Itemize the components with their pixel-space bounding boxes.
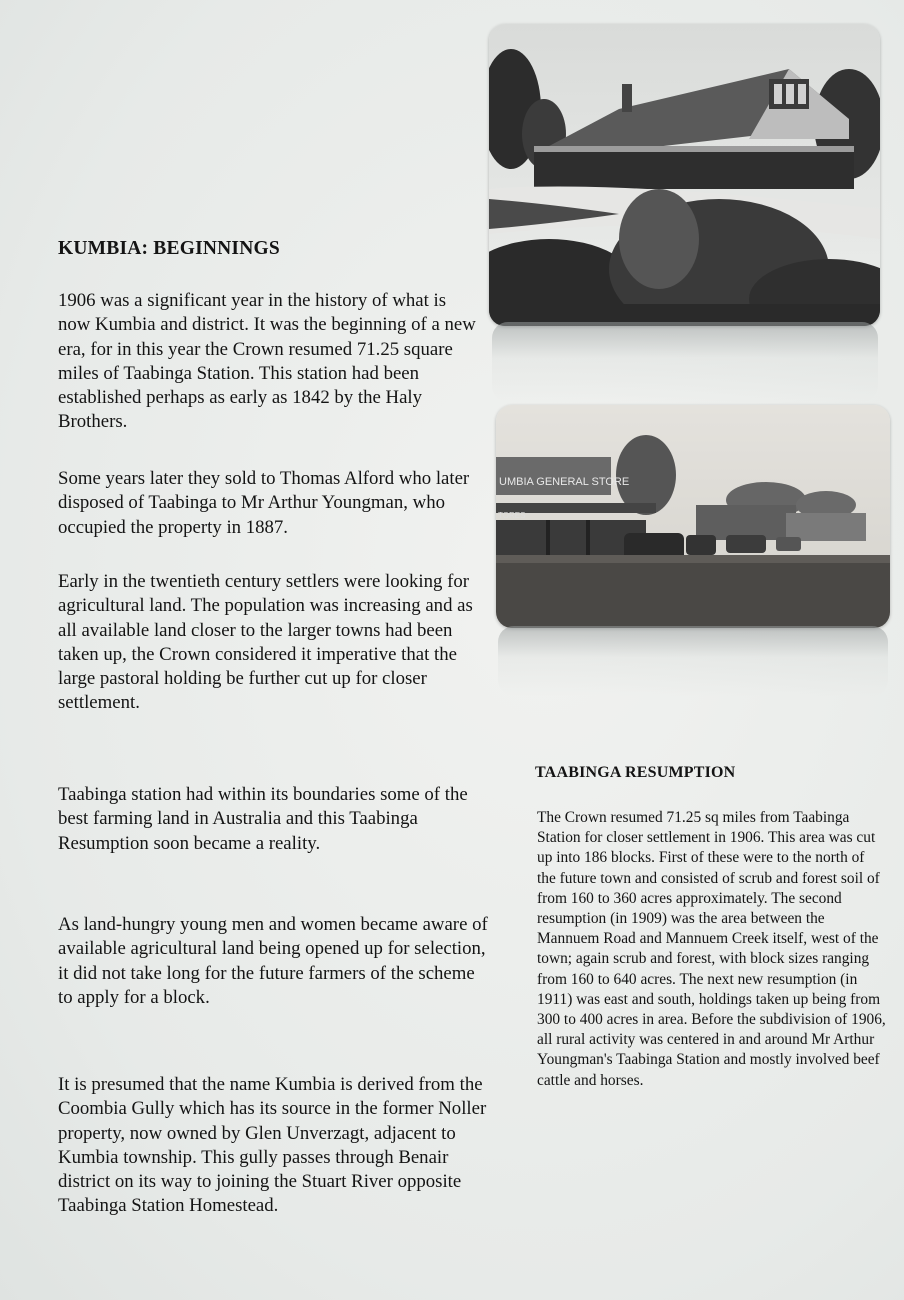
store-sign-text-2: TORES bbox=[498, 511, 526, 520]
side-paragraph: The Crown resumed 71.25 sq miles from Taabinga Station for closer settlement in 1906. This area was cut up into 186 blocks. First of these were to the north of the future town and consisted of scrub and forest soil of from 160 to 360 acres approximately. The second resumption (in 1909) was the area between the Mannuem Road and Mannuem Creek itself, west of the town; again scrub and forest, with block sizes ranging from 160 to 640 acres. The next new resumption (in 1911) was east and south, holdings taken up being from 300 to 400 acres in area. Before the subdivision of 1906, all rural activity was centered in and around Mr Arthur Youngman's Taabinga Station and mostly involved beef cattle and horses. bbox=[537, 809, 886, 1089]
homestead-illustration bbox=[489, 24, 880, 326]
paragraph-farming-land: Taabinga station had within its boundaries some of the best farming land in Australia and this Taabinga Resumption soon became a reality. bbox=[58, 784, 468, 854]
paragraph-settlers: Early in the twentieth century settlers were looking for agricultural land. The population was increasing and as all available land closer to the larger towns had been taken up, the Crown considered it imperative that the large pastoral holding be further cut up for closer settlement. bbox=[58, 571, 473, 714]
paragraph-land-hungry: As land-hungry young men and women became aware of available agricultural land being opened up for selection, it did not take long for the future farmers of the scheme to apply for a block. bbox=[58, 914, 488, 1008]
street-illustration bbox=[496, 405, 890, 628]
store-sign-text: UMBIA GENERAL STORE bbox=[499, 476, 630, 488]
main-heading: KUMBIA: BEGINNINGS bbox=[58, 238, 280, 259]
paragraph-1906: 1906 was a significant year in the history of what is now Kumbia and district. It was the beginning of a new era, for in this year the Crown resumed 71.25 square miles of Taabinga Station. This station had been established perhaps as early as 1842 by the Haly Brothers. bbox=[58, 290, 476, 433]
homestead-photo bbox=[489, 24, 880, 326]
paragraph-name-origin: It is presumed that the name Kumbia is derived from the Coombia Gully which has its source in the former Noller property, now owned by Glen Unverzagt, adjacent to Kumbia township. This gully passes through Benair district on its way to joining the Stuart River opposite Taabinga Station Homestead. bbox=[58, 1074, 487, 1217]
street-photo bbox=[496, 405, 890, 628]
paragraph-alford: Some years later they sold to Thomas Alford who later disposed of Taabinga to Mr Arthur Youngman, who occupied the property in 1887. bbox=[58, 468, 470, 538]
street-photo-reflection bbox=[498, 626, 888, 696]
side-heading: TAABINGA RESUMPTION bbox=[535, 764, 736, 781]
homestead-photo-reflection bbox=[492, 322, 878, 402]
